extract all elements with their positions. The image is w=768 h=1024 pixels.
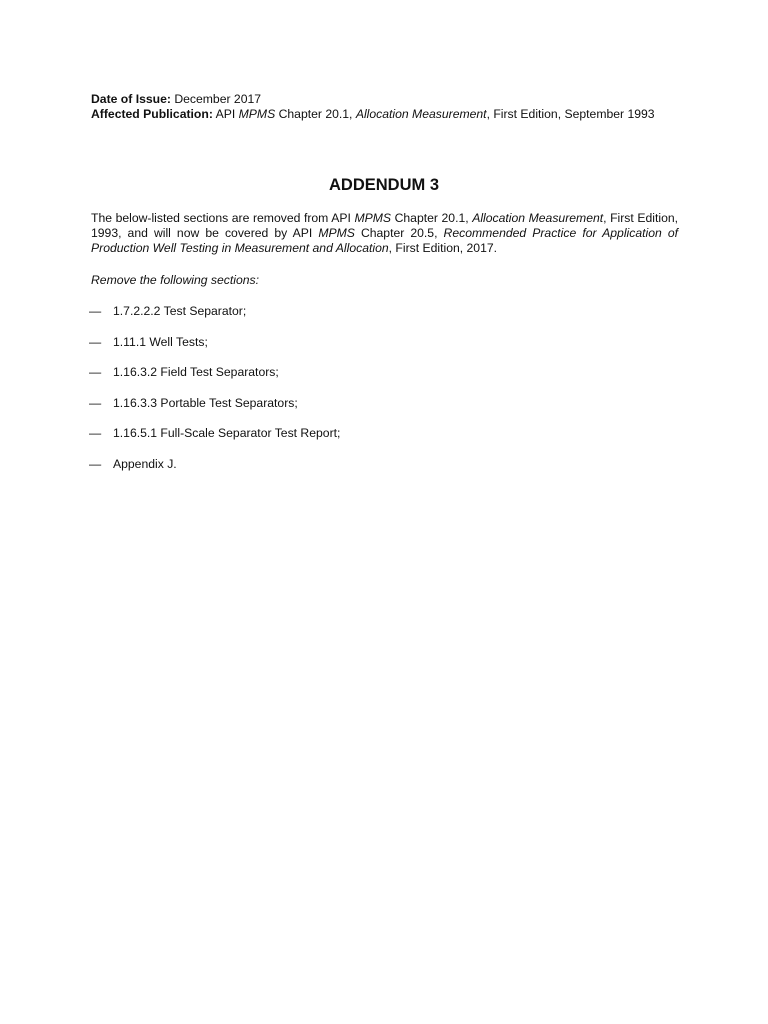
affected-publication-line: [91, 107, 691, 122]
list-item-text: 1.11.1 Well Tests;: [113, 334, 208, 349]
date-of-issue-value: December 2017: [174, 92, 262, 106]
dash-bullet: —: [89, 426, 102, 441]
list-item: [89, 304, 649, 319]
list-item: [89, 396, 649, 411]
remove-sections-instruction: Remove the following sections:: [91, 273, 260, 287]
dash-bullet: —: [89, 365, 102, 380]
intro-text-4: Chapter 20.5,: [354, 226, 444, 240]
date-of-issue-line: [91, 92, 691, 107]
intro-text-3: , First Edition, 1993, and will now be covered by API: [91, 211, 679, 240]
intro-text-5: , First Edition, 2017.: [388, 241, 498, 255]
list-item-text: 1.16.3.3 Portable Test Separators;: [113, 395, 298, 410]
addendum-title: ADDENDUM 3: [328, 176, 439, 194]
publication-prefix: API: [215, 107, 239, 121]
publication-title: Allocation Measurement: [355, 107, 487, 121]
dash-bullet: —: [89, 304, 102, 318]
list-item-text: 1.16.3.2 Field Test Separators;: [113, 365, 279, 380]
intro-text-2: Chapter 20.1,: [391, 211, 473, 225]
list-item: [89, 335, 649, 350]
list-item: [89, 365, 649, 380]
dash-bullet: —: [89, 395, 102, 410]
affected-publication-label: Affected Publication:: [91, 107, 213, 121]
publication-suffix: , First Edition, September 1993: [486, 107, 655, 121]
list-item-text: 1.16.5.1 Full-Scale Separator Test Report;: [113, 426, 341, 441]
date-of-issue-label: Date of Issue:: [91, 92, 171, 106]
list-item: [89, 426, 649, 441]
intro-mpms-2: MPMS: [318, 226, 355, 240]
dash-bullet: —: [89, 334, 102, 349]
intro-title-1: Allocation Measurement: [472, 211, 604, 225]
publication-mpms: MPMS: [238, 107, 276, 121]
intro-mpms-1: MPMS: [354, 211, 392, 225]
publication-chapter: Chapter 20.1,: [275, 107, 356, 121]
document-metadata: [91, 92, 691, 122]
dash-bullet: —: [89, 456, 102, 471]
list-item-text: 1.7.2.2.2 Test Separator;: [113, 304, 247, 318]
intro-paragraph: [91, 211, 678, 256]
intro-text-1: The below-listed sections are removed from API: [91, 211, 355, 225]
intro-title-2: Recommended Practice for Application of Production Well Testing in Measurement and Allocation: [91, 226, 678, 255]
list-item-text: Appendix J.: [113, 456, 177, 471]
list-item: [89, 457, 649, 472]
removed-sections-list: [89, 304, 649, 488]
